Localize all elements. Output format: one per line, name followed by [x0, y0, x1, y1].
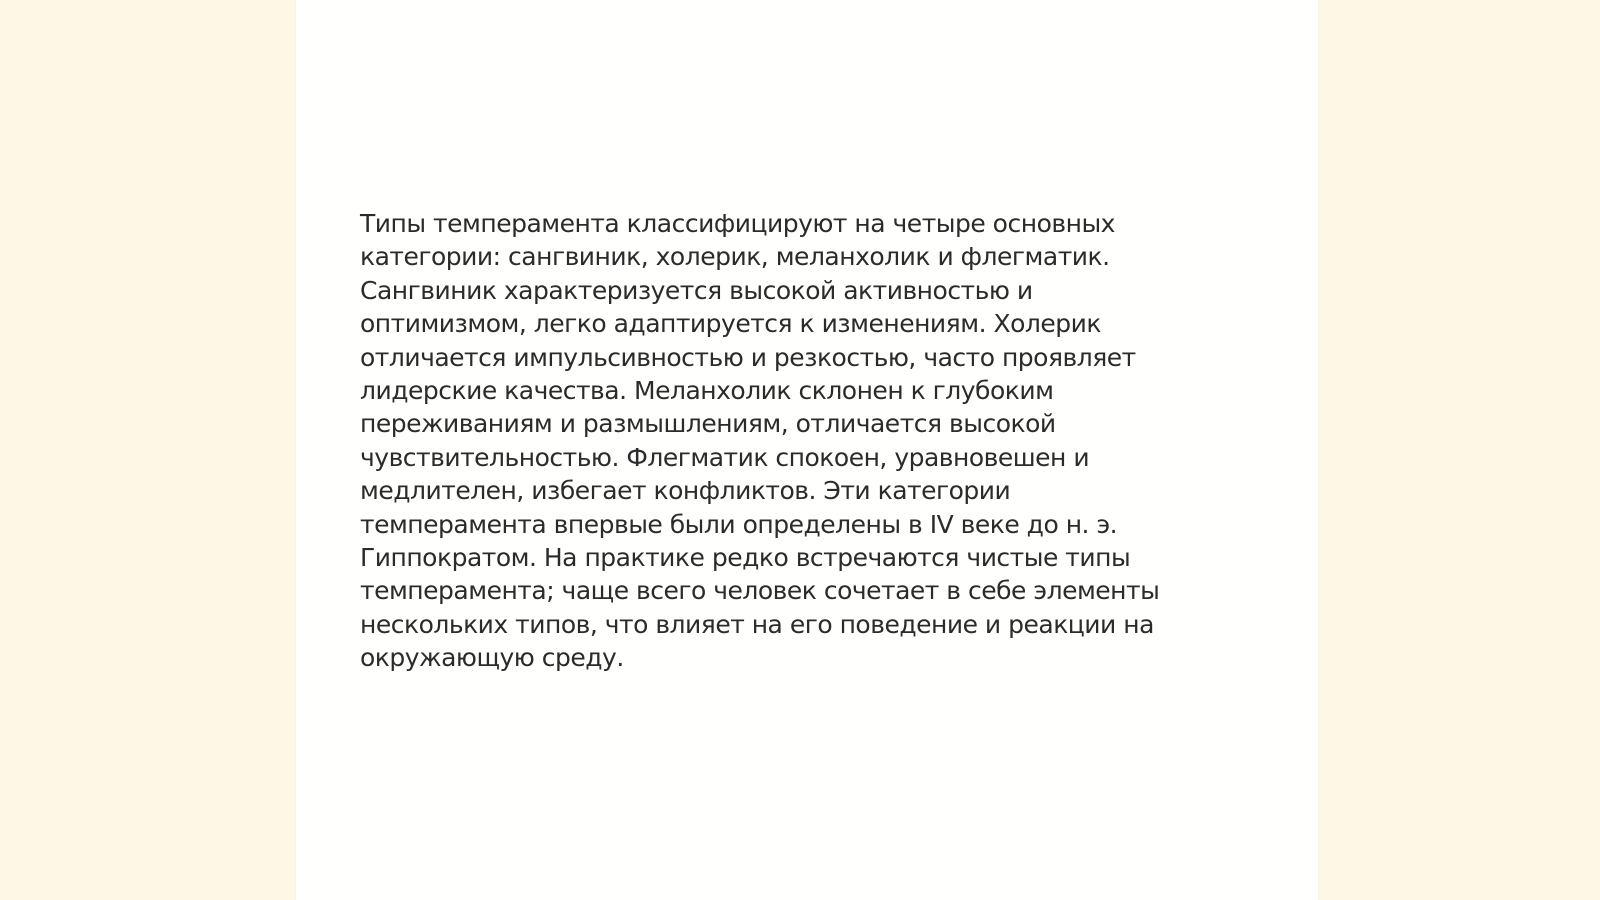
text-line: Гиппократом. На практике редко встречаются чистые типы — [360, 543, 1131, 573]
text-line: окружающую среду. — [360, 643, 624, 673]
text-line: нескольких типов, что влияет на его поведение и реакции на — [360, 609, 1154, 639]
text-line: чувствительностью. Флегматик спокоен, уравновешен и — [360, 442, 1090, 472]
text-line: Типы темперамента классифицируют на четыре основных — [360, 209, 1115, 238]
text-line: Сангвиник характеризуется высокой активностью и — [360, 275, 1033, 305]
text-line: отличается импульсивностью и резкостью, часто проявляет — [360, 342, 1136, 372]
text-line: темперамента впервые были определены в IV веке до н. э. — [360, 509, 1118, 539]
document-page — [296, 0, 1318, 900]
body-paragraph — [360, 207, 1240, 675]
text-line: переживаниям и размышлениям, отличается высокой — [360, 409, 1056, 439]
text-line: лидерские качества. Меланхолик склонен к глубоким — [360, 376, 1054, 406]
text-line: оптимизмом, легко адаптируется к изменениям. Холерик — [360, 309, 1101, 339]
text-line: темперамента; чаще всего человек сочетает в себе элементы — [360, 576, 1160, 606]
text-line: медлителен, избегает конфликтов. Эти категории — [360, 476, 1011, 506]
text-line: категории: сангвиник, холерик, меланхолик и флегматик. — [360, 242, 1110, 272]
